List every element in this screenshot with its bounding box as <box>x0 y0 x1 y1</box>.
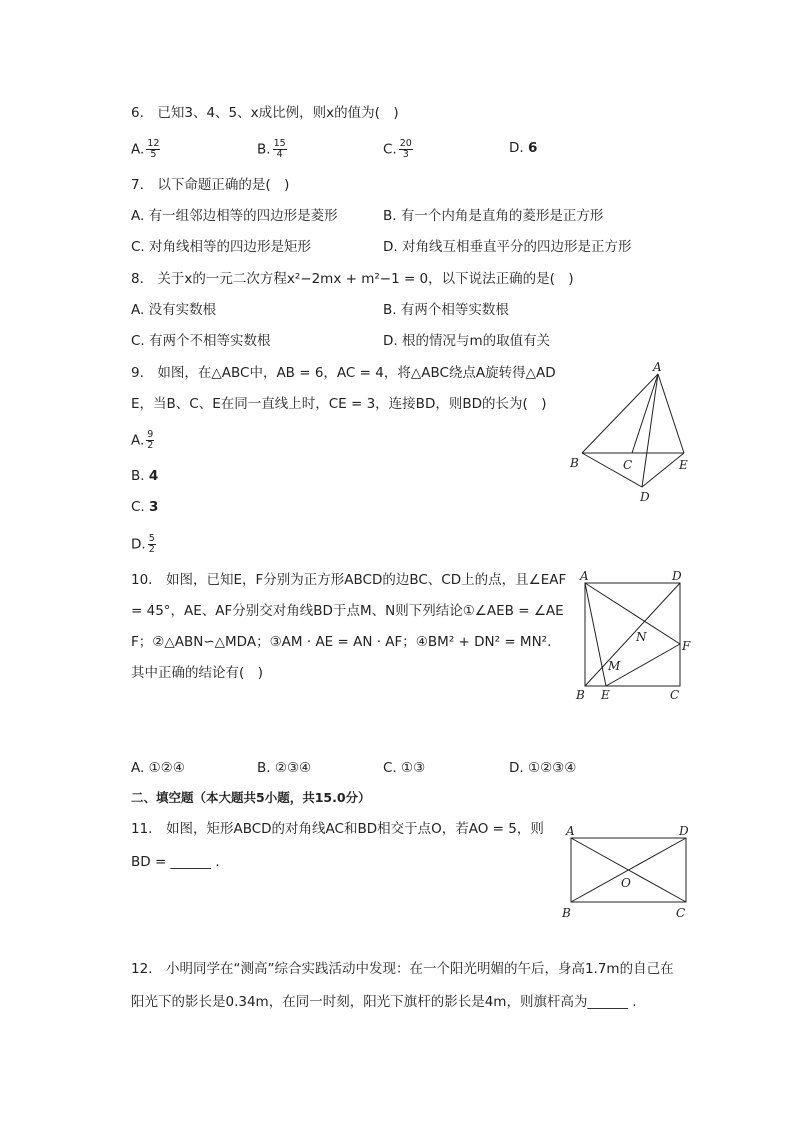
q10-label-n: N <box>636 630 647 644</box>
q9-option-b: B. 4 <box>131 468 159 484</box>
q10-stem-line2: = 45°，AE、AF分别交对角线BD于点M、N则下列结论①∠AEB = ∠AE <box>131 603 564 619</box>
q11-label-a: A <box>566 824 575 838</box>
q9-option-d: D. $\frac{5}{2}$ <box>131 533 155 555</box>
q9-segment-ac <box>632 374 658 453</box>
q10-label-c: C <box>670 688 680 702</box>
q9-stem-line1: 9. 如图，在△ABC中，AB = 6，AC = 4，将△ABC绕点A旋转得△AD <box>131 365 556 381</box>
q9-option-a: A. $\frac{9}{2}$ <box>131 429 154 451</box>
q8-option-d: D. 根的情况与m的取值有关 <box>383 333 551 349</box>
q9-segment-bd <box>582 453 642 487</box>
q6-option-b: B. $\frac{15}{4}$ <box>257 138 286 160</box>
q8-option-b: B. 有两个相等实数根 <box>383 302 509 318</box>
q9-option-c: C. 3 <box>131 499 159 515</box>
q10-label-d: D <box>672 570 682 583</box>
q9-figure <box>560 360 710 510</box>
q8-option-a: A. 没有实数根 <box>131 302 217 318</box>
q10-label-f: F <box>682 639 691 653</box>
q11-label-o: O <box>621 876 631 890</box>
q11-stem-line2: BD = ______ . <box>131 854 220 870</box>
q10-stem-line4: 其中正确的结论有( ) <box>131 665 264 681</box>
q9-stem-line2: E，当B、C、E在同一直线上时，CE = 3，连接BD，则BD的长为( ) <box>131 396 547 412</box>
q10-option-a: A. ①②④ <box>131 760 185 776</box>
q9-segment-ae <box>658 374 684 453</box>
q10-label-e: E <box>601 688 610 702</box>
q10-stem-line1: 10. 如图，已知E，F分别为正方形ABCD的边BC、CD上的点，且∠EAF <box>131 572 567 588</box>
q7-stem: 7. 以下命题正确的是( ) <box>131 177 290 193</box>
q9-segment-ad <box>642 374 658 487</box>
q10-option-b: B. ②③④ <box>257 760 312 776</box>
q9-label-e: E <box>679 458 688 472</box>
q9-segment-ab <box>582 374 658 453</box>
q10-label-m: M <box>608 659 621 673</box>
q7-option-a: A. 有一组邻边相等的四边形是菱形 <box>131 208 338 224</box>
q10-option-d: D. ①②③④ <box>509 760 577 776</box>
q8-option-c: C. 有两个不相等实数根 <box>131 333 271 349</box>
q11-label-c: C <box>676 906 686 920</box>
q7-option-b: B. 有一个内角是直角的菱形是正方形 <box>383 208 604 224</box>
q9-label-a: A <box>653 360 662 374</box>
q10-label-a: A <box>580 570 589 583</box>
q6-option-d: D. 6 <box>509 140 538 156</box>
q12-stem-line2: 阳光下的影长是0.34m，在同一时刻，阳光下旗杆的影长是4m，则旗杆高为______ . <box>131 994 637 1010</box>
q7-option-d: D. 对角线互相垂直平分的四边形是正方形 <box>383 239 632 255</box>
q11-figure <box>558 820 698 925</box>
q8-stem: 8. 关于x的一元二次方程x²−2mx + m²−1 = 0，以下说法正确的是( ) <box>131 271 574 287</box>
q10-label-b: B <box>576 688 585 702</box>
q11-label-b: B <box>562 906 571 920</box>
q6-option-c: C. $\frac{20}{3}$ <box>383 138 412 160</box>
q10-stem-line3: F；②△ABN∽△MDA；③AM · AE = AN · AF；④BM² + DN² = MN². <box>131 634 552 650</box>
q10-figure <box>565 570 705 705</box>
q6-option-a: A. $\frac{12}{5}$ <box>131 138 160 160</box>
q6-stem: 6. 已知3、4、5、x成比例，则x的值为( ) <box>131 105 399 121</box>
q12-stem-line1: 12. 小明同学在“测高”综合实践活动中发现：在一个阳光明媚的午后，身高1.7m的自己在 <box>131 961 674 977</box>
q9-label-c: C <box>623 458 633 472</box>
q9-label-d: D <box>640 490 650 504</box>
q7-option-c: C. 对角线相等的四边形是矩形 <box>131 239 312 255</box>
q11-stem-line1: 11. 如图，矩形ABCD的对角线AC和BD相交于点O，若AO = 5，则 <box>131 821 544 837</box>
section-title-fill-in: 二、填空题（本大题共5小题，共15.0分） <box>131 790 371 805</box>
q10-option-c: C. ①③ <box>383 760 426 776</box>
q11-label-d: D <box>679 824 689 838</box>
q9-label-b: B <box>570 456 579 470</box>
q9-segment-de <box>642 453 684 487</box>
q10-segment-ae <box>585 583 606 686</box>
